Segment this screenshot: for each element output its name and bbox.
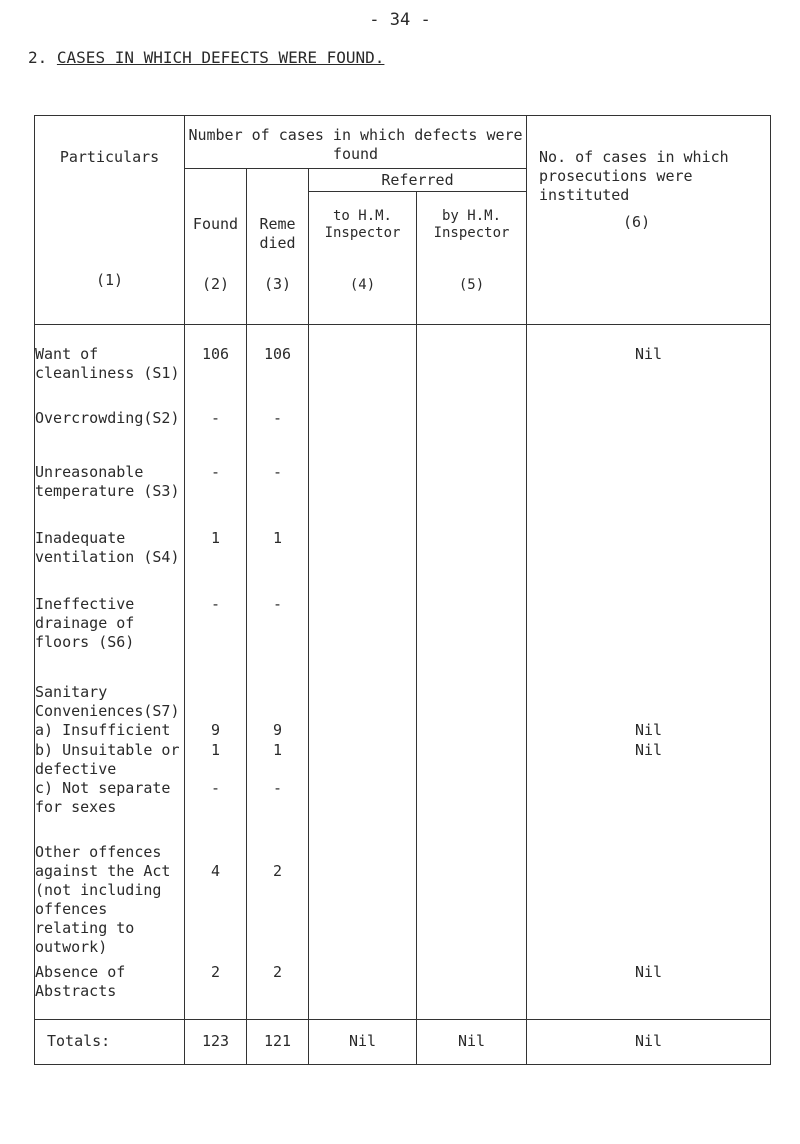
row-by-hm	[417, 741, 527, 779]
row-prosecutions: Nil	[527, 345, 771, 409]
row-prosecutions	[527, 683, 771, 721]
totals-prosecutions: Nil	[527, 1019, 771, 1064]
section-title	[28, 48, 384, 67]
section-title-text: CASES IN WHICH DEFECTS WERE FOUND.	[56, 48, 385, 67]
totals-to-hm: Nil	[309, 1019, 417, 1064]
row-prosecutions	[527, 529, 771, 595]
table-row	[35, 345, 771, 409]
row-remedied	[247, 683, 309, 721]
row-by-hm	[417, 843, 527, 963]
row-found: -	[185, 779, 247, 843]
totals-remedied: 121	[247, 1019, 309, 1064]
row-by-hm	[417, 595, 527, 683]
row-found	[185, 683, 247, 721]
row-prosecutions	[527, 463, 771, 529]
row-found: 9	[185, 721, 247, 741]
row-found: 2	[185, 963, 247, 1019]
row-particulars: Unreasonable temperature (S3)	[35, 463, 185, 529]
row-by-hm	[417, 345, 527, 409]
table-row	[35, 963, 771, 1019]
table-row	[35, 843, 771, 963]
row-to-hm	[309, 741, 417, 779]
row-to-hm	[309, 345, 417, 409]
header-to-hm-inspector: to H.M. Inspector (4)	[309, 192, 417, 325]
row-found: 1	[185, 741, 247, 779]
row-by-hm	[417, 721, 527, 741]
row-by-hm	[417, 779, 527, 843]
row-found: 4	[185, 843, 247, 963]
row-remedied: 9	[247, 721, 309, 741]
row-prosecutions: Nil	[527, 741, 771, 779]
row-prosecutions	[527, 409, 771, 463]
table-row	[35, 779, 771, 843]
row-prosecutions: Nil	[527, 721, 771, 741]
row-found: -	[185, 595, 247, 683]
row-by-hm	[417, 463, 527, 529]
row-by-hm	[417, 529, 527, 595]
page-number: - 34 -	[369, 10, 431, 30]
row-remedied: 2	[247, 843, 309, 963]
defects-table	[34, 115, 771, 1065]
row-to-hm	[309, 963, 417, 1019]
header-remedied: Reme died (3)	[247, 169, 309, 325]
section-number: 2.	[28, 48, 48, 67]
header-referred: Referred	[309, 169, 527, 192]
row-remedied: -	[247, 595, 309, 683]
header-prosecutions: No. of cases in which prosecutions were instituted (6)	[527, 116, 771, 325]
row-particulars: Sanitary Conveniences(S7)	[35, 683, 185, 721]
row-particulars: c) Not separate for sexes	[35, 779, 185, 843]
row-prosecutions	[527, 595, 771, 683]
row-remedied: -	[247, 409, 309, 463]
header-found: Found (2)	[185, 169, 247, 325]
header-number-of-cases: Number of cases in which defects were found	[185, 116, 527, 169]
row-remedied: 2	[247, 963, 309, 1019]
row-remedied: 1	[247, 741, 309, 779]
header-by-hm-inspector: by H.M. Inspector (5)	[417, 192, 527, 325]
row-to-hm	[309, 843, 417, 963]
row-remedied: 106	[247, 345, 309, 409]
row-to-hm	[309, 595, 417, 683]
row-to-hm	[309, 779, 417, 843]
row-to-hm	[309, 683, 417, 721]
row-particulars: a) Insufficient	[35, 721, 185, 741]
totals-found: 123	[185, 1019, 247, 1064]
table-row	[35, 595, 771, 683]
row-found: -	[185, 409, 247, 463]
row-by-hm	[417, 963, 527, 1019]
row-found: 1	[185, 529, 247, 595]
row-prosecutions: Nil	[527, 963, 771, 1019]
table-row	[35, 463, 771, 529]
totals-by-hm: Nil	[417, 1019, 527, 1064]
row-remedied: -	[247, 779, 309, 843]
header-particulars: Particulars (1)	[35, 116, 185, 325]
row-particulars: Inadequate ventilation (S4)	[35, 529, 185, 595]
totals-label: Totals:	[35, 1019, 185, 1064]
row-particulars: Overcrowding(S2)	[35, 409, 185, 463]
row-particulars: Ineffective drainage of floors (S6)	[35, 595, 185, 683]
row-remedied: 1	[247, 529, 309, 595]
table-row	[35, 409, 771, 463]
row-particulars: b) Unsuitable or defective	[35, 741, 185, 779]
row-to-hm	[309, 529, 417, 595]
row-particulars: Want of cleanliness (S1)	[35, 345, 185, 409]
table-row	[35, 683, 771, 721]
row-prosecutions	[527, 843, 771, 963]
row-found: -	[185, 463, 247, 529]
row-by-hm	[417, 683, 527, 721]
row-found: 106	[185, 345, 247, 409]
row-by-hm	[417, 409, 527, 463]
row-particulars: Absence of Abstracts	[35, 963, 185, 1019]
row-particulars: Other offences against the Act (not including offences relating to outwork)	[35, 843, 185, 963]
row-to-hm	[309, 721, 417, 741]
table-row	[35, 741, 771, 779]
table-row	[35, 721, 771, 741]
table-row	[35, 529, 771, 595]
row-prosecutions	[527, 779, 771, 843]
totals-row	[35, 1019, 771, 1064]
row-to-hm	[309, 463, 417, 529]
row-to-hm	[309, 409, 417, 463]
row-remedied: -	[247, 463, 309, 529]
